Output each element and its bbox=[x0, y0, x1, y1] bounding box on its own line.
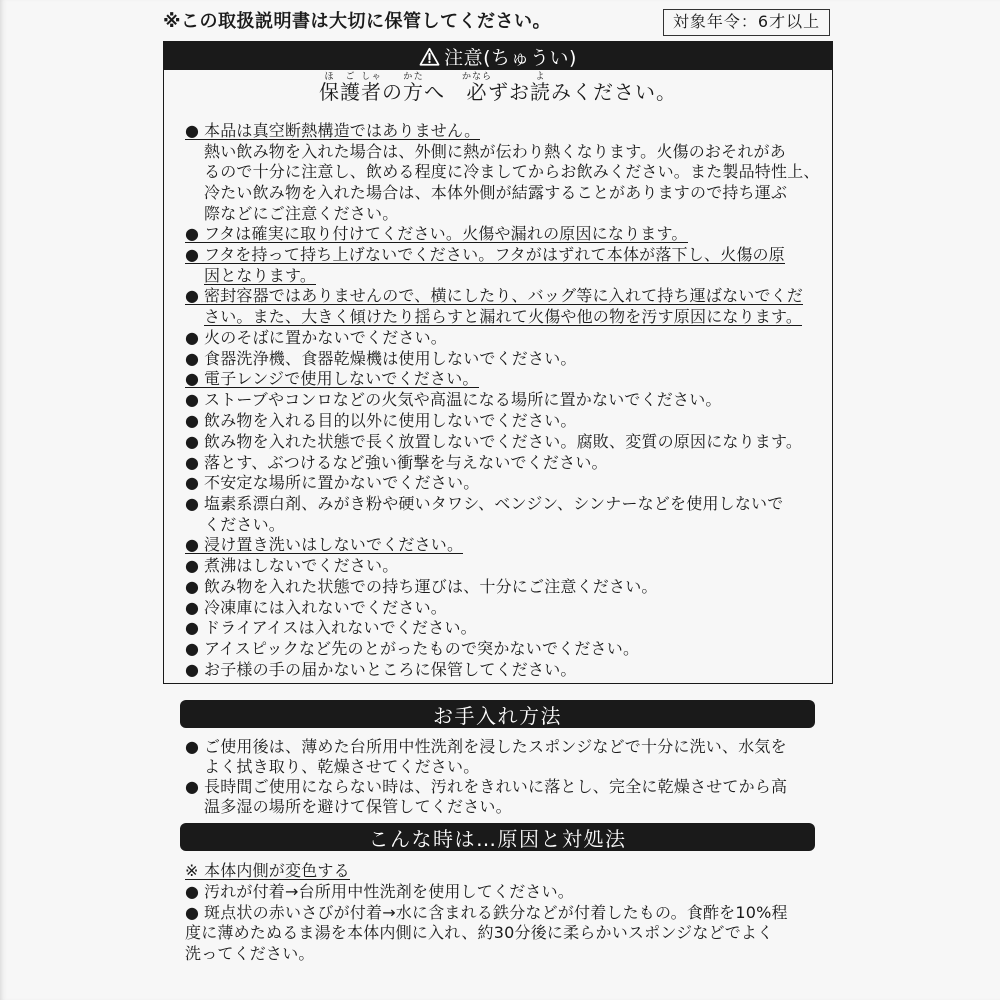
caution-line bbox=[185, 555, 820, 576]
line-wrap bbox=[185, 329, 447, 346]
line-wrap bbox=[185, 619, 477, 636]
keep-manual-notice: ※この取扱説明書は大切に保管してください。 bbox=[163, 11, 551, 32]
line-wrap bbox=[204, 798, 512, 815]
line-wrap bbox=[185, 454, 608, 471]
line-text: 煮沸はしないでください。 bbox=[204, 556, 399, 576]
trouble-line bbox=[185, 860, 788, 881]
ruby-word bbox=[318, 72, 361, 104]
caution-item bbox=[185, 348, 820, 369]
caution-line bbox=[185, 576, 820, 597]
line-text: 飲み物を入れた状態での持ち運びは、十分にご注意ください。 bbox=[204, 576, 658, 596]
line-wrap bbox=[185, 904, 788, 921]
caution-item bbox=[185, 534, 820, 555]
line-wrap bbox=[185, 350, 577, 367]
caution-line bbox=[185, 431, 820, 452]
line-wrap bbox=[204, 205, 398, 222]
bullet-marker: ● bbox=[185, 452, 199, 472]
line-text: 温多湿の場所を避けて保管してください。 bbox=[204, 797, 512, 816]
underlined-line bbox=[185, 246, 785, 264]
caution-item bbox=[185, 286, 820, 327]
line-text: 食器洗浄機、食器乾燥機は使用しないでください。 bbox=[204, 348, 577, 368]
ruby-word bbox=[360, 72, 382, 104]
line-wrap bbox=[204, 516, 285, 533]
caution-line bbox=[185, 182, 820, 203]
line-text: 熱い飲み物を入れた場合は、外側に熱が伝わり熱くなります。火傷のおそれがあ bbox=[204, 141, 786, 161]
line-text: 火のそばに置かないでください。 bbox=[204, 328, 448, 348]
trouble-line bbox=[185, 902, 788, 923]
caution-item bbox=[185, 576, 820, 597]
line-wrap bbox=[185, 738, 787, 755]
caution-item bbox=[185, 452, 820, 473]
line-text: 際などにご注意ください。 bbox=[204, 203, 399, 223]
caution-list bbox=[185, 120, 820, 679]
line-wrap bbox=[185, 391, 722, 408]
line-text: ご使用後は、薄めた台所用中性洗剤を浸したスポンジなどで十分に洗い、水気を bbox=[204, 737, 787, 756]
ruby-reading: しゃ bbox=[360, 72, 382, 82]
trouble-item bbox=[185, 881, 788, 902]
caution-item bbox=[185, 244, 820, 285]
bullet-marker: ● bbox=[185, 473, 199, 493]
line-text: 度に薄めたぬるま湯を本体内側に入れ、約30分後に柔らかいスポンジなどでよく bbox=[185, 923, 774, 943]
bullet-marker: ● bbox=[185, 556, 199, 576]
line-wrap bbox=[185, 661, 577, 678]
troubleshooting-title: こんな時は…原因と対処法 bbox=[368, 826, 627, 851]
care-line bbox=[185, 796, 787, 816]
caution-line bbox=[185, 597, 820, 618]
ruby-base: 方 bbox=[402, 80, 424, 104]
line-text: るので十分に注意し、飲める程度に冷ましてからお飲みください。また製品特性上、 bbox=[204, 162, 820, 182]
bullet-marker: ● bbox=[185, 390, 199, 410]
bullet-marker: ● bbox=[185, 881, 199, 901]
ruby-reading: かた bbox=[402, 72, 424, 82]
caution-line bbox=[185, 161, 820, 182]
care-item bbox=[185, 736, 787, 776]
line-wrap bbox=[204, 163, 820, 180]
line-wrap bbox=[185, 883, 574, 900]
underlined-line bbox=[185, 370, 479, 388]
caution-line bbox=[185, 659, 820, 680]
caution-line bbox=[185, 327, 820, 348]
bullet-marker: ● bbox=[185, 120, 199, 140]
line-wrap bbox=[204, 184, 787, 201]
bullet-marker: ● bbox=[185, 369, 199, 389]
trouble-line bbox=[185, 881, 788, 902]
line-text: ください。 bbox=[204, 514, 286, 534]
ruby-base: 必 bbox=[461, 80, 492, 104]
caution-line bbox=[185, 617, 820, 638]
caution-line bbox=[185, 244, 820, 265]
line-wrap bbox=[204, 758, 479, 775]
caution-item bbox=[185, 369, 820, 390]
caution-line bbox=[185, 120, 820, 141]
line-text: 因となります。 bbox=[204, 265, 317, 285]
line-text: ストーブやコンロなどの火気や高温になる場所に置かないでください。 bbox=[204, 390, 722, 410]
line-text: 浸け置き洗いはしないでください。 bbox=[204, 534, 464, 554]
trouble-item bbox=[185, 860, 788, 881]
bullet-marker: ● bbox=[185, 659, 199, 679]
line-wrap bbox=[185, 578, 658, 595]
heading-text: へ bbox=[423, 80, 466, 104]
line-wrap bbox=[204, 143, 786, 160]
care-title-bar bbox=[180, 700, 815, 728]
care-title: お手入れ方法 bbox=[433, 703, 562, 728]
line-wrap bbox=[185, 433, 802, 450]
trouble-line bbox=[185, 922, 788, 943]
line-text: 冷凍庫には入れないでください。 bbox=[204, 597, 448, 617]
care-list bbox=[185, 736, 787, 816]
caution-item bbox=[185, 410, 820, 431]
line-text: ドライアイスは入れないでください。 bbox=[204, 618, 477, 638]
caution-line bbox=[185, 410, 820, 431]
line-text: 洗ってください。 bbox=[185, 944, 315, 963]
bullet-marker: ● bbox=[185, 411, 199, 431]
line-text: 不安定な場所に置かないでください。 bbox=[204, 473, 480, 493]
caution-item bbox=[185, 597, 820, 618]
underlined-line bbox=[185, 287, 803, 305]
line-wrap bbox=[185, 640, 639, 657]
ruby-reading: ほご bbox=[318, 72, 361, 82]
caution-line bbox=[185, 472, 820, 493]
bullet-marker: ● bbox=[185, 431, 199, 451]
heading-text: みください。 bbox=[550, 80, 677, 104]
bullet-marker: ※ bbox=[185, 860, 199, 880]
troubleshooting-title-bar bbox=[180, 823, 815, 851]
target-age-box: 対象年令：6才以上 bbox=[663, 9, 830, 36]
caution-line bbox=[185, 514, 820, 535]
ruby-base: 者 bbox=[360, 80, 382, 104]
bullet-marker: ● bbox=[185, 777, 199, 796]
caution-item bbox=[185, 617, 820, 638]
caution-line bbox=[185, 265, 820, 286]
line-text: 冷たい飲み物を入れた場合は、本体外側が結露することがありますので持ち運ぶ bbox=[204, 183, 788, 203]
caution-line bbox=[185, 286, 820, 307]
bullet-marker: ● bbox=[185, 902, 199, 922]
line-text: フタは確実に取り付けてください。火傷や漏れの原因になります。 bbox=[204, 224, 688, 244]
line-text: 本品は真空断熱構造ではありません。 bbox=[204, 120, 481, 140]
line-text: 長時間ご使用にならない時は、汚れをきれいに落とし、完全に乾燥させてから高 bbox=[204, 777, 788, 796]
ruby-word bbox=[529, 72, 551, 104]
bullet-marker: ● bbox=[185, 328, 199, 348]
line-wrap bbox=[185, 474, 479, 491]
underlined-line bbox=[185, 862, 350, 880]
line-wrap bbox=[185, 599, 447, 616]
line-text: 汚れが付着→台所用中性洗剤を使用してください。 bbox=[204, 881, 575, 901]
line-text: アイスピックなど先のとがったもので突かないでください。 bbox=[204, 638, 640, 658]
underlined-line bbox=[204, 267, 316, 285]
underlined-line bbox=[185, 536, 463, 554]
line-text: お子様の手の届かないところに保管してください。 bbox=[204, 659, 577, 679]
line-wrap bbox=[185, 778, 787, 795]
care-line bbox=[185, 756, 787, 776]
line-text: 本体内側が変色する bbox=[204, 860, 350, 880]
bullet-marker: ● bbox=[185, 493, 199, 513]
caution-line bbox=[185, 224, 820, 245]
caution-item bbox=[185, 431, 820, 452]
line-text: さい。また、大きく傾けたり揺らすと漏れて火傷や他の物を汚す原因になります。 bbox=[204, 306, 803, 326]
bullet-marker: ● bbox=[185, 597, 199, 617]
trouble-item bbox=[185, 902, 788, 964]
line-text: 塩素系漂白剤、みがき粉や硬いタワシ、ベンジン、シンナーなどを使用しないで bbox=[204, 493, 784, 513]
caution-item bbox=[185, 327, 820, 348]
caution-line bbox=[185, 203, 820, 224]
underlined-line bbox=[185, 225, 688, 243]
ruby-base: 読 bbox=[529, 80, 551, 104]
line-text: よく拭き取り、乾燥させてください。 bbox=[204, 757, 480, 776]
caution-item bbox=[185, 638, 820, 659]
line-text: 密封容器ではありませんので、横にしたり、バッグ等に入れて持ち運ばないでくだ bbox=[204, 286, 804, 306]
caution-title: 注意(ちゅうい) bbox=[444, 46, 577, 69]
line-text: フタを持って持ち上げないでください。フタがはずれて本体が落下し、火傷の原 bbox=[204, 244, 785, 264]
line-wrap bbox=[185, 945, 315, 962]
warning-triangle-icon bbox=[419, 47, 440, 66]
bullet-marker: ● bbox=[185, 576, 199, 596]
bullet-marker: ● bbox=[185, 224, 199, 244]
caution-title-bar bbox=[164, 42, 832, 70]
caution-line bbox=[185, 452, 820, 473]
line-wrap bbox=[185, 412, 577, 429]
ruby-word bbox=[461, 72, 492, 104]
guardian-heading bbox=[163, 72, 833, 107]
ruby-base: 保護 bbox=[318, 80, 361, 104]
underlined-line bbox=[185, 122, 480, 140]
trouble-line bbox=[185, 943, 788, 964]
bullet-marker: ● bbox=[185, 244, 199, 264]
troubleshooting-list bbox=[185, 860, 788, 964]
heading-text: ずお bbox=[487, 80, 530, 104]
line-wrap bbox=[185, 495, 783, 512]
caution-line bbox=[185, 389, 820, 410]
care-line bbox=[185, 776, 787, 796]
caution-line bbox=[185, 348, 820, 369]
caution-item bbox=[185, 555, 820, 576]
caution-item bbox=[185, 389, 820, 410]
caution-item bbox=[185, 472, 820, 493]
line-wrap bbox=[185, 557, 398, 574]
bullet-marker: ● bbox=[185, 737, 199, 756]
caution-line bbox=[185, 493, 820, 514]
caution-item bbox=[185, 493, 820, 534]
line-text: 飲み物を入れる目的以外に使用しないでください。 bbox=[204, 411, 577, 431]
heading-text: の bbox=[381, 80, 403, 104]
caution-item bbox=[185, 659, 820, 680]
line-text: 斑点状の赤いさびが付着→水に含まれる鉄分などが付着したもの。食酢を10%程 bbox=[204, 902, 788, 922]
bullet-marker: ● bbox=[185, 618, 199, 638]
caution-line bbox=[185, 369, 820, 390]
bullet-marker: ● bbox=[185, 534, 199, 554]
line-wrap bbox=[185, 924, 773, 941]
caution-item bbox=[185, 224, 820, 245]
caution-line bbox=[185, 534, 820, 555]
line-text: 飲み物を入れた状態で長く放置しないでください。腐敗、変質の原因になります。 bbox=[204, 431, 803, 451]
bullet-marker: ● bbox=[185, 638, 199, 658]
caution-line bbox=[185, 306, 820, 327]
ruby-word bbox=[402, 72, 424, 104]
caution-line bbox=[185, 638, 820, 659]
underlined-line bbox=[204, 308, 802, 326]
bullet-marker: ● bbox=[185, 286, 199, 306]
care-item bbox=[185, 776, 787, 816]
line-text: 電子レンジで使用しないでください。 bbox=[204, 369, 479, 389]
ruby-reading: よ bbox=[529, 72, 551, 82]
care-line bbox=[185, 736, 787, 756]
caution-item bbox=[185, 120, 820, 224]
caution-line bbox=[185, 141, 820, 162]
bullet-marker: ● bbox=[185, 348, 199, 368]
line-text: 落とす、ぶつけるなど強い衝撃を与えないでください。 bbox=[204, 452, 608, 472]
ruby-reading: かなら bbox=[461, 72, 492, 82]
